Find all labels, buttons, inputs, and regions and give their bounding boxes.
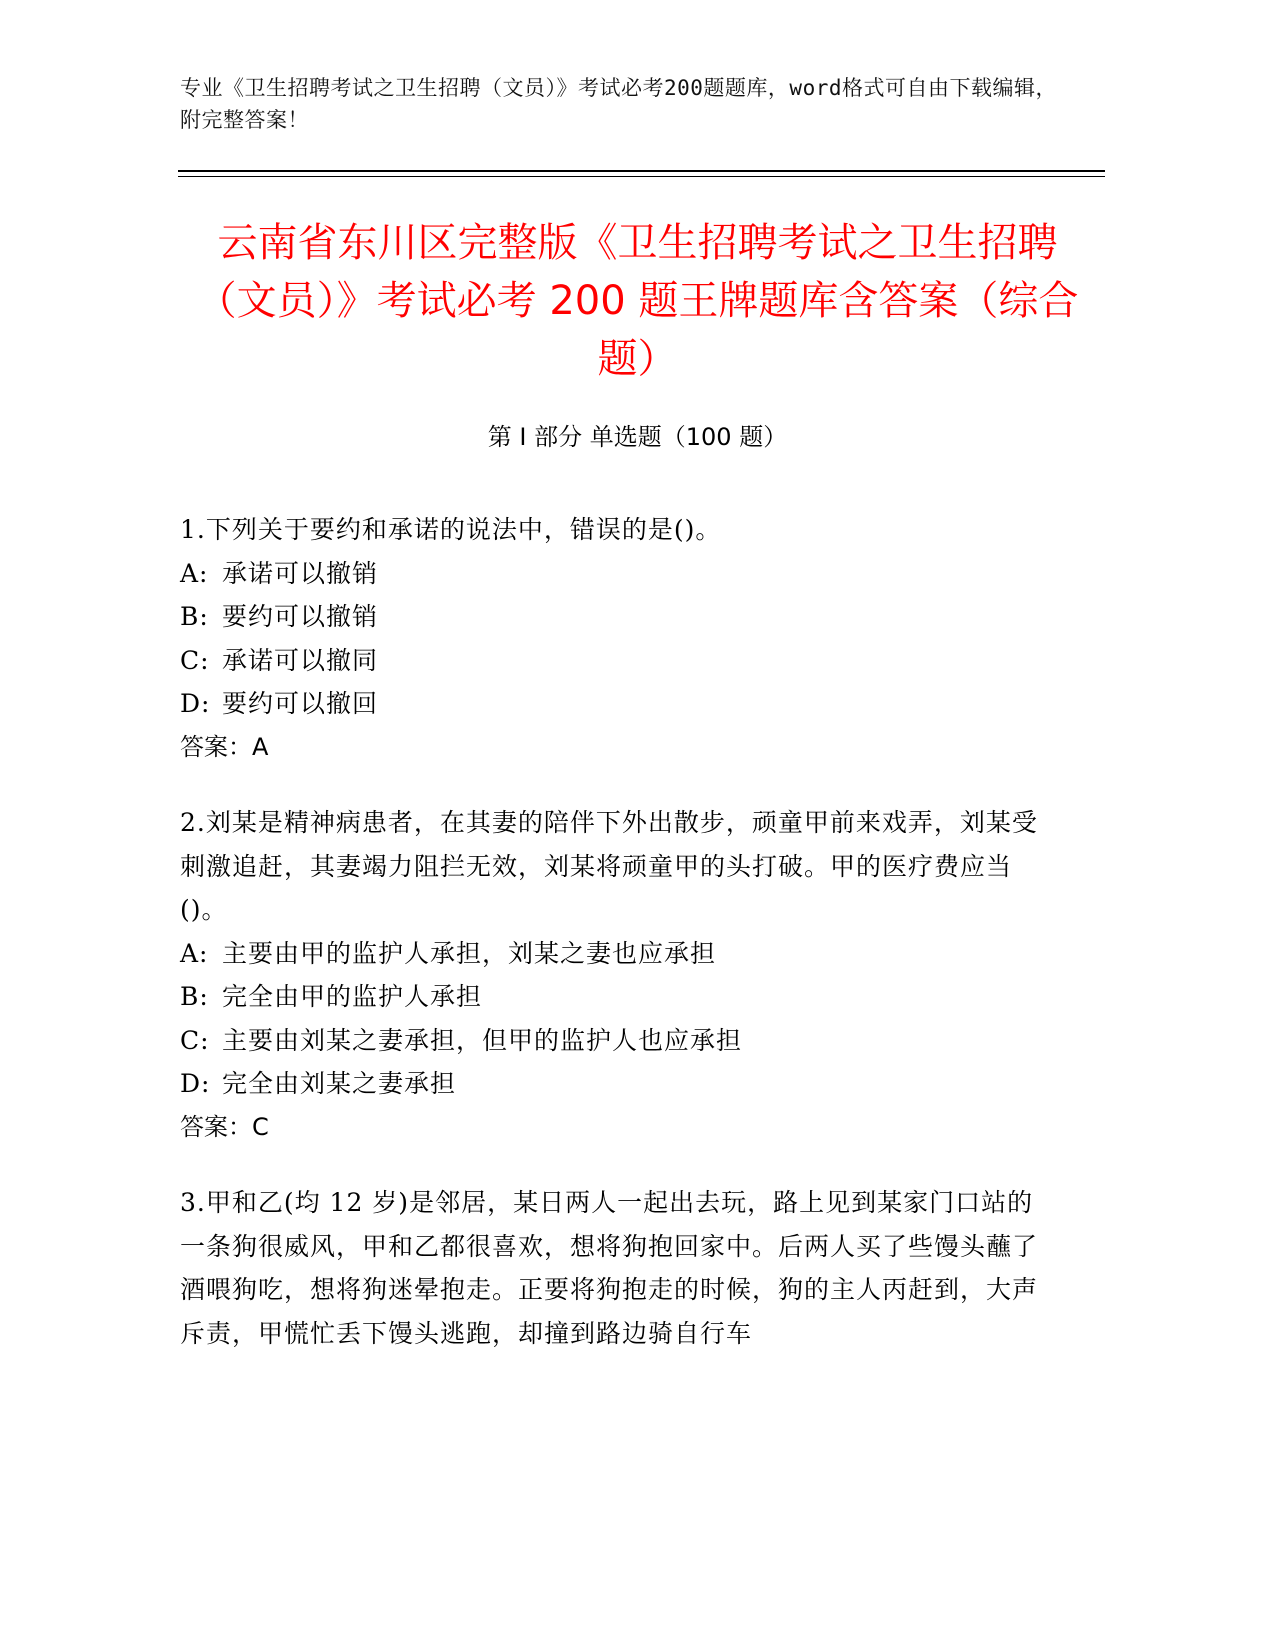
option-text: 要约可以撤回 (222, 689, 379, 718)
question-3 (180, 1181, 1040, 1355)
question-stem: 1.下列关于要约和承诺的说法中，错误的是()。 (180, 515, 722, 544)
option-text: 主要由刘某之妻承担，但甲的监护人也应承担 (222, 1025, 743, 1055)
option-key: B: (180, 982, 209, 1011)
question-stem: 2.刘某是精神病患者，在其妻的陪伴下外出散步，顽童甲前来戏弄，刘某受刺激追赶，其妻竭力阻拦无效，刘某将顽童甲的头打破。甲的医疗费应当()。 (180, 808, 1038, 924)
header-rule-thin (178, 176, 1105, 177)
option-a (180, 552, 1040, 596)
answer-value: C (252, 1112, 269, 1141)
option-key: B: (180, 602, 209, 631)
answer-value: A (252, 732, 269, 761)
option-key: A: (180, 558, 209, 588)
option-key: C: (180, 645, 210, 675)
option-text: 完全由甲的监护人承担 (222, 982, 483, 1011)
document-title: 云南省东川区完整版《卫生招聘考试之卫生招聘（文员）》考试必考 200 题王牌题库含答案（综合题） (196, 220, 1079, 382)
option-b (180, 595, 1040, 639)
answer-line (180, 1106, 1040, 1150)
option-c (180, 1019, 1040, 1063)
option-text: 要约可以撤销 (222, 602, 379, 631)
option-key: D: (180, 689, 211, 718)
option-key: D: (180, 1069, 211, 1098)
question-stem: 3.甲和乙(均 12 岁)是邻居，某日两人一起出去玩，路上见到某家门口站的一条狗很威风，甲和乙都很喜欢，想将狗抱回家中。后两人买了些馒头蘸了酒喂狗吃，想将狗迷晕抱走。正要将狗抱走的时候，狗的主人丙赶到，大声斥责，甲慌忙丢下馒头逃跑，却撞到路边骑自行车 (180, 1188, 1039, 1348)
option-b (180, 975, 1040, 1019)
option-key: A: (180, 938, 209, 968)
option-text: 主要由甲的监护人承担，刘某之妻也应承担 (222, 938, 717, 968)
option-text: 完全由刘某之妻承担 (222, 1069, 457, 1098)
answer-line (180, 726, 1040, 770)
question-1 (180, 508, 1040, 769)
option-key: C: (180, 1025, 210, 1055)
question-list (180, 508, 1040, 1387)
header-note: 专业《卫生招聘考试之卫生招聘（文员）》考试必考200题题库，word格式可自由下载编辑，附完整答案！ (180, 76, 1057, 132)
option-c (180, 639, 1040, 683)
option-a (180, 932, 1040, 976)
option-text: 承诺可以撤销 (222, 558, 379, 588)
section-heading: 第 I 部分 单选题（100 题） (487, 423, 788, 451)
option-d (180, 682, 1040, 726)
answer-label: 答案： (180, 1112, 252, 1141)
option-text: 承诺可以撤同 (222, 645, 379, 675)
option-d (180, 1062, 1040, 1106)
question-2 (180, 801, 1040, 1149)
answer-label: 答案： (180, 732, 252, 761)
header-rule-thick (178, 170, 1105, 172)
